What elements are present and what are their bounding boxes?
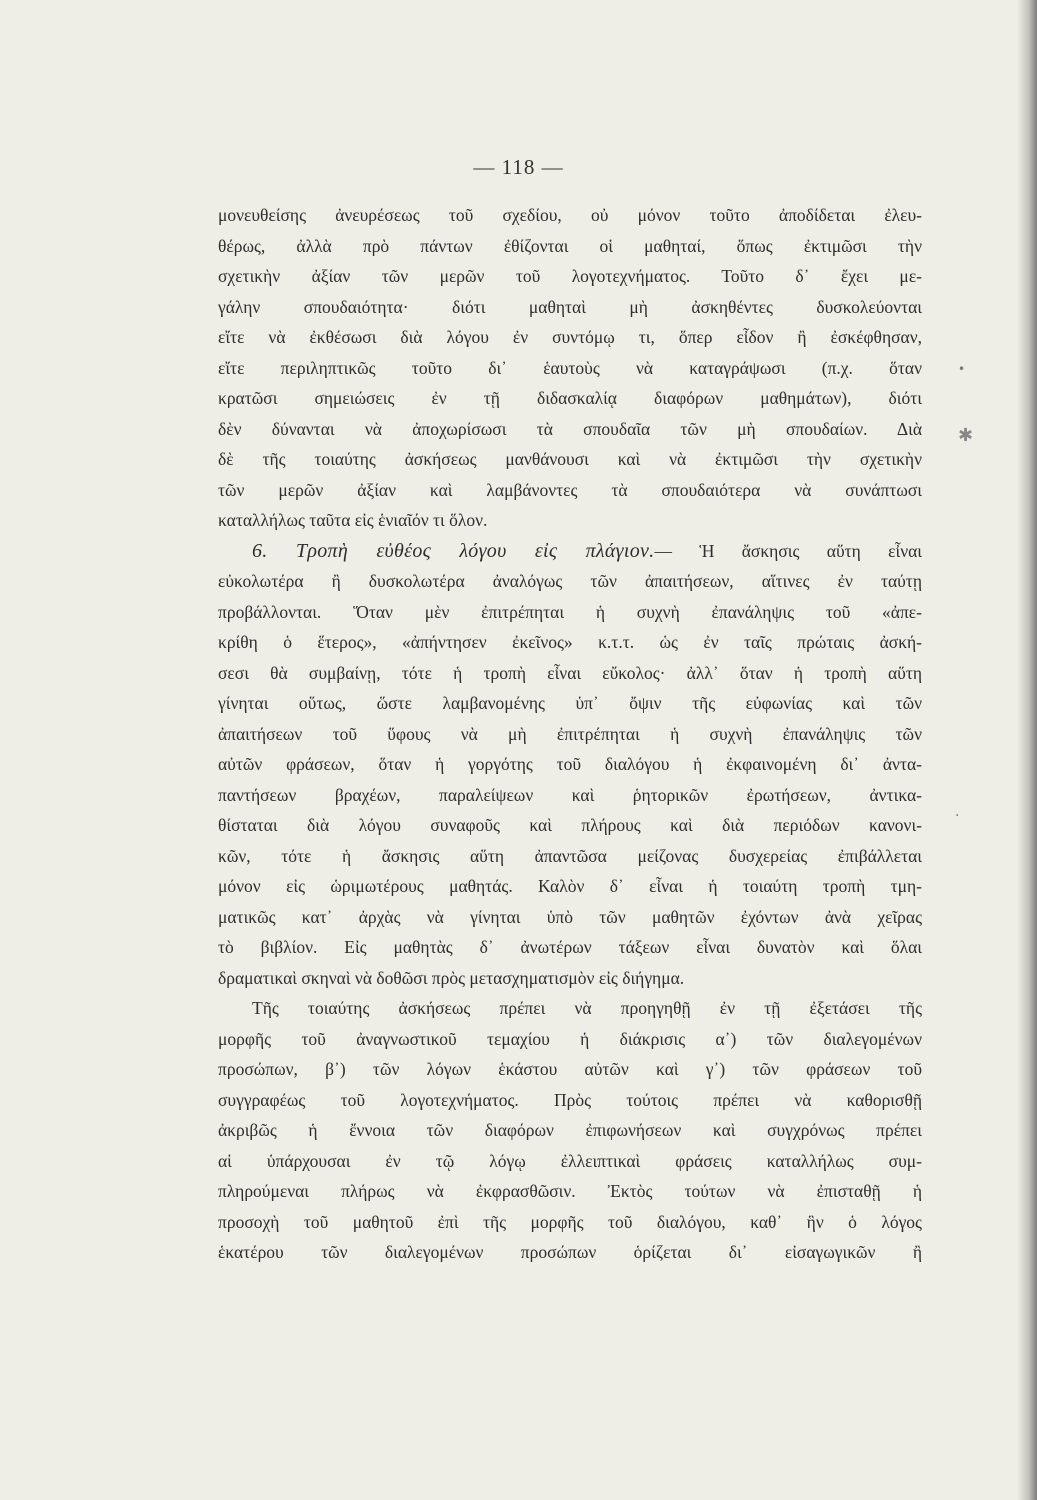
text-line: ἀπαιτήσεων τοῦ ὕφους νὰ μὴ ἐπιτρέπηται ἡ συχνὴ ἐπανάληψις τῶν <box>218 723 922 744</box>
text-line: κρίθη ὁ ἕτερος», «ἀπήντησεν ἐκεῖνος» κ.τ.τ. ὡς ἐν ταῖς πρώταις ἀσκή- <box>218 632 922 652</box>
text-line: γάλην σπουδαιότητα· διότι μαθηταὶ μὴ ἀσκηθέντες δυσκολεύονται <box>218 296 922 317</box>
text-line: θίσταται διὰ λόγου συναφοῦς καὶ πλήρους καὶ διὰ περιόδων κανονι- <box>218 815 922 835</box>
text-line: δὲ τῆς τοιαύτης ἀσκήσεως μανθάνουσι καὶ νὰ ἐκτιμῶσι τὴν σχετικὴν <box>218 449 922 469</box>
text-line: ματικῶς κατ᾽ ἀρχὰς νὰ γίνηται ὑπὸ τῶν μαθητῶν ἐχόντων ἀνὰ χεῖρας <box>218 906 922 927</box>
section-heading-line <box>218 536 922 567</box>
text-line: ἀκριβῶς ἡ ἔννοια τῶν διαφόρων ἐπιφωνήσεων καὶ συγχρόνως πρέπει <box>218 1120 922 1140</box>
section-heading: 6. Τροπὴ εὐθέος λόγου εἰς πλάγιον. <box>252 539 655 562</box>
text-line: προβάλλονται. Ὅταν μὲν ἐπιτρέπηται ἡ συχνὴ ἐπανάληψις τοῦ «ἀπε- <box>218 601 922 622</box>
margin-smudge-mark: ✱ <box>958 425 974 446</box>
text-line: τὸ βιβλίον. Εἰς μαθητὰς δ᾽ ἀνωτέρων τάξεων εἶναι δυνατὸν καὶ ὅλαι <box>218 937 922 957</box>
margin-tick-mark: · <box>955 808 960 824</box>
margin-dot-mark: • <box>958 362 966 376</box>
text-line: προσώπων, β᾽) τῶν λόγων ἑκάστου αὐτῶν καὶ γ᾽) τῶν φράσεων τοῦ <box>218 1059 922 1079</box>
text-line: τῶν μερῶν ἀξίαν καὶ λαμβάνοντες τὰ σπουδαιότερα νὰ συνάπτωσι <box>218 479 922 500</box>
text-line: σεσι θὰ συμβαίνῃ, τότε ἡ τροπὴ εἶναι εὔκολος· ἀλλ᾽ ὅταν ἡ τροπὴ αὕτη <box>218 662 922 683</box>
text-line: σχετικὴν ἀξίαν τῶν μερῶν τοῦ λογοτεχνήματος. Τοῦτο δ᾽ ἔχει με- <box>218 266 922 286</box>
text-line: αἱ ὑπάρχουσαι ἐν τῷ λόγῳ ἐλλειπτικαὶ φράσεις καταλλήλως συμ- <box>218 1150 922 1171</box>
text-line: δραματικαὶ σκηναὶ νὰ δοθῶσι πρὸς μετασχηματισμὸν εἰς διήγημα. <box>218 967 685 988</box>
text-line: εἴτε νὰ ἐκθέσωσι διὰ λόγου ἐν συντόμῳ τι, ὅπερ εἶδον ἢ ἐσκέφθησαν, <box>218 327 922 347</box>
text-line: κῶν, τότε ἡ ἄσκησις αὕτη ἀπαντῶσα μείζονας δυσχερείας ἐπιβάλλεται <box>218 845 922 866</box>
text-line: μόνον εἰς ὡριμωτέρους μαθητάς. Καλὸν δ᾽ εἶναι ἡ τοιαύτη τροπὴ τμη- <box>218 876 922 896</box>
text-line: Τῆς τοιαύτης ἀσκήσεως πρέπει νὰ προηγηθῇ ἐν τῇ ἐξετάσει τῆς <box>252 998 922 1018</box>
text-line: μορφῆς τοῦ ἀναγνωστικοῦ τεμαχίου ἡ διάκρισις α᾽) τῶν διαλεγομένων <box>218 1028 922 1049</box>
text-line: συγγραφέως τοῦ λογοτεχνήματος. Πρὸς τούτοις πρέπει νὰ καθορισθῇ <box>218 1089 922 1110</box>
text-line: δὲν δύνανται νὰ ἀποχωρίσωσι τὰ σπουδαῖα τῶν μὴ σπουδαίων. Διὰ <box>218 418 922 439</box>
text-line: εἴτε περιληπτικῶς τοῦτο δι᾽ ἑαυτοὺς νὰ καταγράψωσι (π.χ. ὅταν <box>218 357 922 378</box>
text-line: κρατῶσι σημειώσεις ἐν τῇ διδασκαλίᾳ διαφόρων μαθημάτων), διότι <box>218 388 922 408</box>
text-line: ἑκατέρου τῶν διαλεγομένων προσώπων ὁρίζεται δι᾽ εἰσαγωγικῶν ἢ <box>218 1242 922 1262</box>
text-line: θέρως, ἀλλὰ πρὸ πάντων ἐθίζονται οἱ μαθηταί, ὅπως ἐκτιμῶσι τὴν <box>218 235 922 256</box>
text-line: καταλλήλως ταῦτα εἰς ἑνιαῖόν τι ὅλον. <box>218 510 488 530</box>
text-line: γίνηται οὕτως, ὥστε λαμβανομένης ὑπ᾽ ὄψιν τῆς εὐφωνίας καὶ τῶν <box>218 693 922 713</box>
text-line: προσοχὴ τοῦ μαθητοῦ ἐπὶ τῆς μορφῆς τοῦ διαλόγου, καθ᾽ ἣν ὁ λόγος <box>218 1211 922 1232</box>
text-line: πληρούμεναι πλήρως νὰ ἐκφρασθῶσιν. Ἐκτὸς τούτων νὰ ἐπισταθῇ ἡ <box>218 1181 922 1201</box>
text-line: εὐκολωτέρα ἢ δυσκολωτέρα ἀναλόγως τῶν ἀπαιτήσεων, αἵτινες ἐν ταύτῃ <box>218 571 922 591</box>
body-text <box>218 200 922 1268</box>
text-line: μονευθείσης ἀνευρέσεως τοῦ σχεδίου, οὐ μόνον τοῦτο ἀποδίδεται ἐλευ- <box>218 205 922 225</box>
text-line: παντήσεων βραχέων, παραλείψεων καὶ ῥητορικῶν ἐρωτήσεων, ἀντικα- <box>218 784 922 805</box>
page-number: — 118 — <box>473 155 564 179</box>
heading-line-rest: — Ἡ ἄσκησις αὕτη εἶναι <box>654 540 922 561</box>
text-line: αὐτῶν φράσεων, ὅταν ἡ γοργότης τοῦ διαλόγου ἡ ἐκφαινομένη δι᾽ ἀντα- <box>218 754 922 774</box>
page-edge-shadow <box>1017 0 1037 1500</box>
